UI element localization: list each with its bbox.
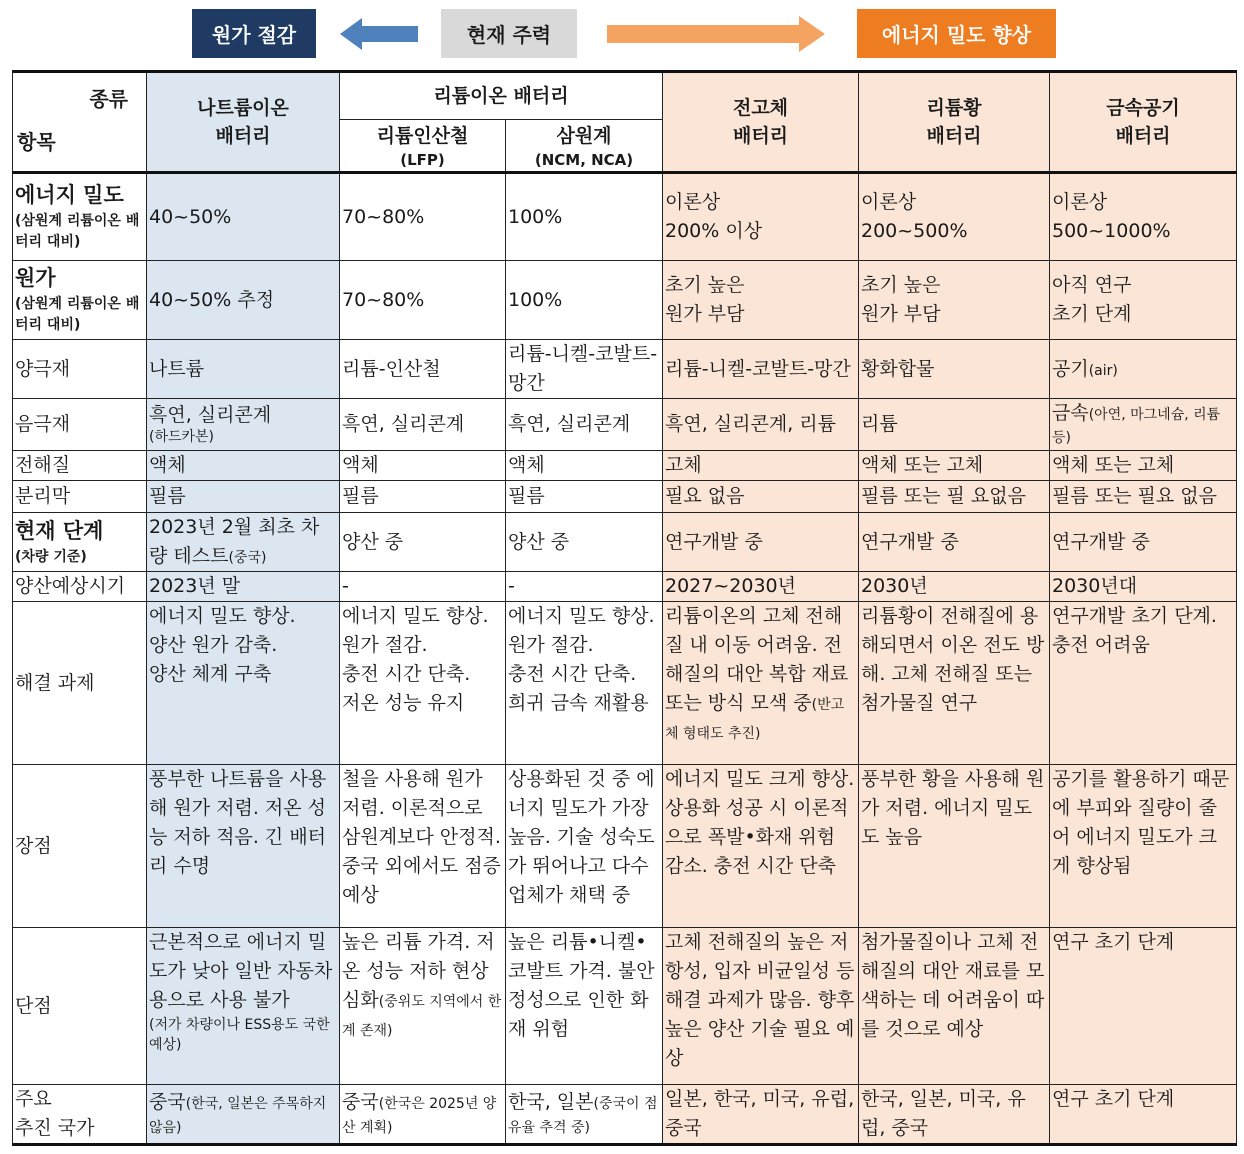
cell-stage-lis: 연구개발 중 (859, 513, 1050, 572)
cell-cost-sodium: 40~50% 추정 (147, 261, 340, 340)
cell-anode-metal-air: 금속(아연, 마그네슘, 리튬 등) (1050, 399, 1237, 451)
cell-anode-lis: 리튬 (859, 399, 1050, 451)
cell-mass-lis: 2030년 (859, 572, 1050, 602)
cell-separator-solid: 필요 없음 (663, 481, 859, 513)
cell-cons-solid: 고체 전해질의 높은 저항성, 입자 비균일성 등 해결 과제가 많음. 향후 높은 양산 기술 필요 예상 (663, 928, 859, 1085)
cell-energy-solid: 이론상 200% 이상 (663, 173, 859, 261)
cell-cost-metal-air: 아직 연구 초기 단계 (1050, 261, 1237, 340)
row-label-cathode: 양극재 (13, 340, 147, 399)
row-label-anode: 음극재 (13, 399, 147, 451)
cell-separator-metal-air: 필름 또는 필요 없음 (1050, 481, 1237, 513)
cell-countries-ncm: 한국, 일본(중국이 점유율 추격 중) (506, 1085, 663, 1145)
cell-electrolyte-lfp: 액체 (340, 451, 506, 481)
header-solid-state: 전고체 배터리 (663, 72, 859, 173)
cell-countries-metal-air: 연구 초기 단계 (1050, 1085, 1237, 1145)
row-anode (13, 399, 1237, 451)
cell-energy-sodium: 40~50% (147, 173, 340, 261)
cell-pros-lfp: 철을 사용해 원가 저렴. 이론적으로 삼원계보다 안정적. 중국 외에서도 점증 예상 (340, 765, 506, 928)
cell-energy-lfp: 70~80% (340, 173, 506, 261)
cell-separator-ncm: 필름 (506, 481, 663, 513)
row-label-electrolyte: 전해질 (13, 451, 147, 481)
cell-stage-ncm: 양산 중 (506, 513, 663, 572)
header-metal-air: 금속공기 배터리 (1050, 72, 1237, 173)
cell-cost-lis: 초기 높은 원가 부담 (859, 261, 1050, 340)
header-ncm-sub: (NCM, NCA) (534, 150, 634, 169)
arrow-right-icon (607, 16, 825, 52)
row-issues (13, 602, 1237, 765)
row-label-energy: 에너지 밀도 (삼원계 리튬이온 배터리 대비) (13, 173, 147, 261)
header-lithium-ion-group: 리튬이온 배터리 (340, 72, 663, 120)
cell-pros-sodium: 풍부한 나트륨을 사용해 원가 저렴. 저온 성능 저하 적음. 긴 배터리 수명 (147, 765, 340, 928)
cell-cathode-metal-air: 공기(air) (1050, 340, 1237, 399)
cell-pros-ncm: 상용화된 것 중 에너지 밀도가 가장 높음. 기술 성숙도가 뛰어나고 다수 업체가 채택 중 (506, 765, 663, 928)
row-label-stage: 현재 단계 (차량 기준) (13, 513, 147, 572)
header-lfp (340, 120, 506, 173)
battery-comparison-table (12, 70, 1237, 1146)
cell-cons-ncm: 높은 리튬•니켈•코발트 가격. 불안정성으로 인한 화재 위험 (506, 928, 663, 1085)
cell-cost-solid: 초기 높은 원가 부담 (663, 261, 859, 340)
legend-bar (0, 0, 1244, 70)
cell-cost-ncm: 100% (506, 261, 663, 340)
cell-stage-lfp: 양산 중 (340, 513, 506, 572)
header-lfp-sub: (LFP) (400, 150, 445, 169)
header-corner (13, 72, 147, 173)
row-separator (13, 481, 1237, 513)
cell-issues-lis: 리튬황이 전해질에 용해되면서 이온 전도 방해. 고체 전해질 또는 첨가물질 연구 (859, 602, 1050, 765)
cell-issues-sodium: 에너지 밀도 향상. 양산 원가 감축. 양산 체계 구축 (147, 602, 340, 765)
cell-anode-ncm: 흑연, 실리콘계 (506, 399, 663, 451)
cell-pros-solid: 에너지 밀도 크게 향상. 상용화 성공 시 이론적으로 폭발•화재 위험 감소. 충전 시간 단축 (663, 765, 859, 928)
cell-countries-lis: 한국, 일본, 미국, 유럽, 중국 (859, 1085, 1050, 1145)
cell-issues-ncm: 에너지 밀도 향상. 원가 절감. 충전 시간 단축. 희귀 금속 재활용 (506, 602, 663, 765)
row-label-pros: 장점 (13, 765, 147, 928)
cell-cathode-lfp: 리튬-인산철 (340, 340, 506, 399)
cell-countries-solid: 일본, 한국, 미국, 유럽, 중국 (663, 1085, 859, 1145)
cell-issues-solid: 리튬이온의 고체 전해질 내 이동 어려움. 전해질의 대안 복합 재료 또는 방식 모색 중(반고체 형태도 추진) (663, 602, 859, 765)
cell-cons-lfp: 높은 리튬 가격. 저온 성능 저하 현상 심화(중위도 지역에서 한계 존재) (340, 928, 506, 1085)
cell-cons-sodium: 근본적으로 에너지 밀도가 낮아 일반 자동차용으로 사용 불가 (저가 차량이나 ESS용도 국한 예상) (147, 928, 340, 1085)
cell-anode-sodium: 흑연, 실리콘계 (하드카본) (147, 399, 340, 451)
row-cathode (13, 340, 1237, 399)
cell-electrolyte-lis: 액체 또는 고체 (859, 451, 1050, 481)
cell-cathode-solid: 리튬-니켈-코발트-망간 (663, 340, 859, 399)
cell-cathode-sodium: 나트륨 (147, 340, 340, 399)
cell-energy-metal-air: 이론상 500~1000% (1050, 173, 1237, 261)
cell-mass-metal-air: 2030년대 (1050, 572, 1237, 602)
row-label-countries: 주요 추진 국가 (13, 1085, 147, 1145)
row-label-separator: 분리막 (13, 481, 147, 513)
row-label-issues: 해결 과제 (13, 602, 147, 765)
cell-countries-sodium: 중국(한국, 일본은 주목하지 않음) (147, 1085, 340, 1145)
legend-energy-density-improvement: 에너지 밀도 향상 (857, 9, 1056, 58)
row-energy-density (13, 173, 1237, 261)
row-electrolyte (13, 451, 1237, 481)
row-label-cons: 단점 (13, 928, 147, 1085)
header-lithium-sulfur: 리튬황 배터리 (859, 72, 1050, 173)
cell-stage-metal-air: 연구개발 중 (1050, 513, 1237, 572)
arrow-left-icon (340, 18, 420, 50)
row-pros (13, 765, 1237, 928)
row-label-mass: 양산예상시기 (13, 572, 147, 602)
cell-mass-lfp: - (340, 572, 506, 602)
cell-mass-sodium: 2023년 말 (147, 572, 340, 602)
cell-cons-metal-air: 연구 초기 단계 (1050, 928, 1237, 1085)
cell-pros-lis: 풍부한 황을 사용해 원가 저렴. 에너지 밀도도 높음 (859, 765, 1050, 928)
header-lfp-label: 리튬인산철 (376, 124, 469, 147)
cell-separator-sodium: 필름 (147, 481, 340, 513)
header-ncm (506, 120, 663, 173)
cell-issues-lfp: 에너지 밀도 향상. 원가 절감. 충전 시간 단축. 저온 성능 유지 (340, 602, 506, 765)
cell-issues-metal-air: 연구개발 초기 단계. 충전 어려움 (1050, 602, 1237, 765)
cell-electrolyte-solid: 고체 (663, 451, 859, 481)
row-current-stage (13, 513, 1237, 572)
cell-cathode-ncm: 리튬-니켈-코발트-망간 (506, 340, 663, 399)
cell-anode-lfp: 흑연, 실리콘계 (340, 399, 506, 451)
cell-electrolyte-sodium: 액체 (147, 451, 340, 481)
header-sodium-ion: 나트륨이온 배터리 (147, 72, 340, 173)
cell-separator-lfp: 필름 (340, 481, 506, 513)
cell-energy-lis: 이론상 200~500% (859, 173, 1050, 261)
legend-current-mainstream: 현재 주력 (441, 9, 577, 58)
row-label-cost: 원가 (삼원계 리튬이온 배터리 대비) (13, 261, 147, 340)
cell-countries-lfp: 중국(한국은 2025년 양산 계획) (340, 1085, 506, 1145)
cell-electrolyte-ncm: 액체 (506, 451, 663, 481)
cell-mass-solid: 2027~2030년 (663, 572, 859, 602)
header-row-1 (13, 72, 1237, 120)
cell-energy-ncm: 100% (506, 173, 663, 261)
row-mass-production (13, 572, 1237, 602)
cell-mass-ncm: - (506, 572, 663, 602)
header-kind-label: 종류 (89, 87, 128, 111)
row-cons (13, 928, 1237, 1085)
cell-cost-lfp: 70~80% (340, 261, 506, 340)
cell-stage-sodium: 2023년 2월 최초 차량 테스트(중국) (147, 513, 340, 572)
cell-separator-lis: 필름 또는 필 요없음 (859, 481, 1050, 513)
row-cost (13, 261, 1237, 340)
cell-anode-solid: 흑연, 실리콘계, 리튬 (663, 399, 859, 451)
cell-pros-metal-air: 공기를 활용하기 때문에 부피와 질량이 줄어 에너지 밀도가 크게 향상됨 (1050, 765, 1237, 928)
cell-cathode-lis: 황화합물 (859, 340, 1050, 399)
row-countries (13, 1085, 1237, 1145)
cell-stage-solid: 연구개발 중 (663, 513, 859, 572)
legend-cost-reduction: 원가 절감 (192, 9, 316, 58)
header-ncm-label: 삼원계 (556, 124, 612, 147)
cell-electrolyte-metal-air: 액체 또는 고체 (1050, 451, 1237, 481)
header-item-label: 항목 (17, 130, 56, 154)
cell-cons-lis: 첨가물질이나 고체 전해질의 대안 재료를 모색하는 데 어려움이 따를 것으로 예상 (859, 928, 1050, 1085)
